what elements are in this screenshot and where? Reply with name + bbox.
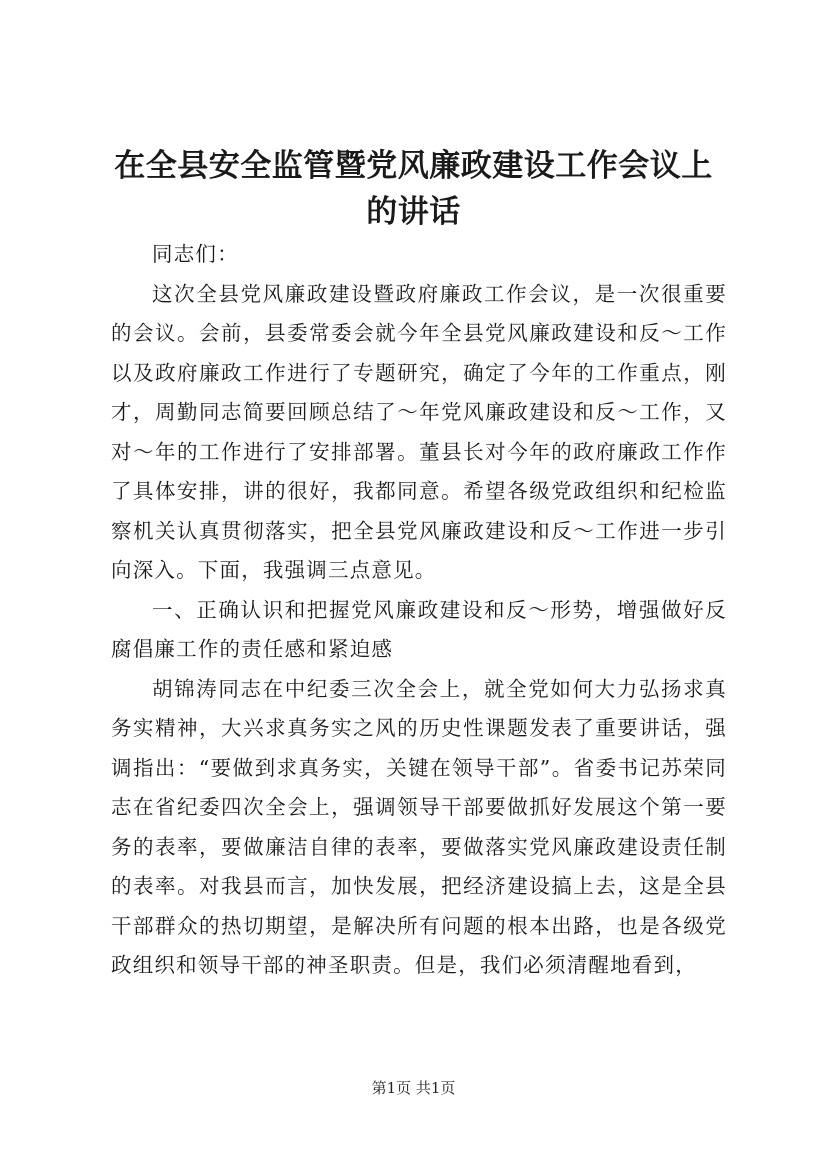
document-body bbox=[111, 235, 727, 986]
body-paragraph: 胡锦涛同志在中纪委三次全会上，就全党如何大力弘扬求真务实精神，大兴求真务实之风的历史性课题发表了重要讲话，强调指出：“要做到求真务实，关键在领导干部”。省委书记苏荣同志在省纪委四次全会上，强调领导干部要做抓好发展这个第一要务的表率，要做廉洁自律的表率，要做落实党风廉政建设责任制的表率。对我县而言，加快发展，把经济建设搞上去，这是全县干部群众的热切期望，是解决所有问题的根本出路，也是各级党政组织和领导干部的神圣职责。但是，我们必须清醒地看到， bbox=[111, 676, 727, 977]
document-title: 在全县安全监管暨党风廉政建设工作会议上的讲话 bbox=[114, 148, 713, 230]
salutation-paragraph: 同志们： bbox=[152, 242, 239, 266]
intro-paragraph: 这次全县党风廉政建设暨政府廉政工作会议，是一次很重要的会议。会前，县委常委会就今年全县党风廉政建设和反～工作以及政府廉政工作进行了专题研究，确定了今年的工作重点，刚才，周勤同志简要回顾总结了～年党风廉政建设和反～工作，又对～年的工作进行了安排部署。董县长对今年的政府廉政工作作了具体安排，讲的很好，我都同意。希望各级党政组织和纪检监察机关认真贯彻落实，把全县党风廉政建设和反～工作进一步引向深入。下面，我强调三点意见。 bbox=[111, 281, 727, 582]
section-heading-1: 一、正确认识和把握党风廉政建设和反～形势，增强做好反腐倡廉工作的责任感和紧迫感 bbox=[111, 597, 727, 661]
page-footer: 第1页 共1页 bbox=[371, 1079, 456, 1097]
